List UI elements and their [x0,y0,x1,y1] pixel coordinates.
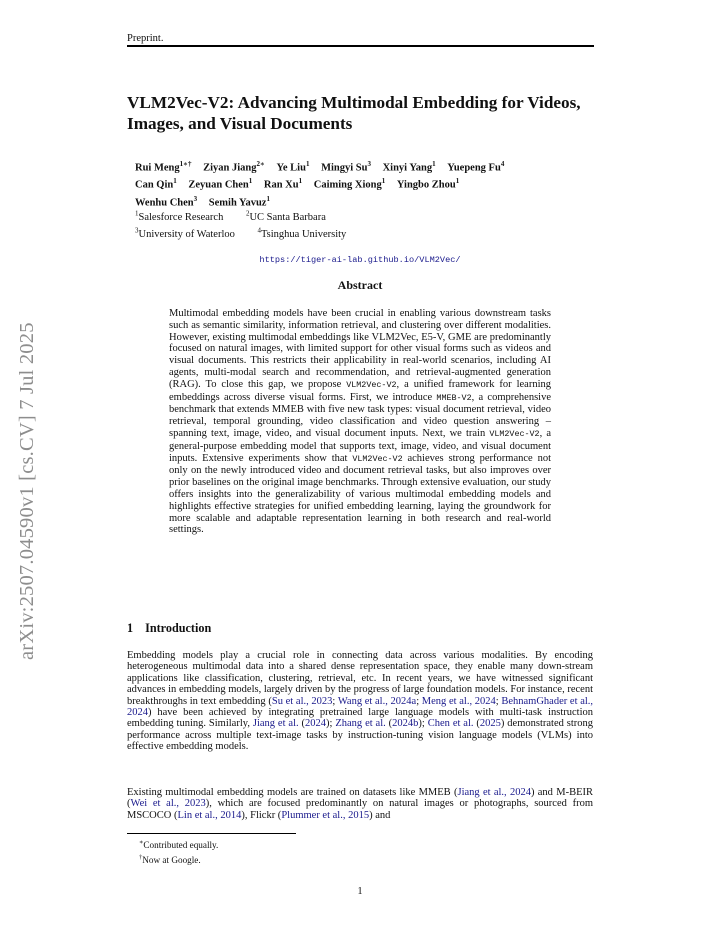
footnote: †Now at Google. [139,853,201,865]
author: Ran Xu$^1$ [263,177,303,191]
citation-link[interactable]: 2024 [305,718,327,730]
author: Rui Meng$^{1∗\dagger}$ [135,160,192,174]
citation-link[interactable]: Wei et al., 2023 [130,798,206,810]
author-list [135,158,605,210]
author: Ye Liu$^1$ [276,160,310,174]
intro-paragraph-2: Existing multimodal embedding models are trained on datasets like MMEB (Jiang et al., 2024) and M-BEIR (Wei et al., 2023), which are focused predominantly on natural images or photographs, sourced from MSCOCO (Lin et al., 2014), Flickr (Plummer et al., 2015) and [127,787,593,821]
author: Ziyan Jiang$^{2∗}$ [203,160,265,174]
citation-link[interactable]: Zhang et al. [335,718,386,730]
citation-link[interactable]: 2024b [392,718,419,730]
citation-link[interactable]: 2025 [479,718,501,730]
paper-title: VLM2Vec-V2: Advancing Multimodal Embedding for Videos, Images, and Visual Documents [127,93,581,133]
author: Semih Yavuz$^1$ [208,194,270,209]
abstract-text: Multimodal embedding models have been crucial in enabling various downstream tasks such as semantic similarity, information retrieval, and clustering over different modalities. However, existing multimodal embeddings like VLM2Vec, E5-V, GME are predominantly focused on natural images, with limited support for other visual forms such as videos and visual documents. This restricts their applicability in real-world scenarios, including AI agents, multi-modal search and recommendation, and retrieval-augmented generation (RAG). To close this gap, we propose VLM2Vec-V2, a unified framework for learning embeddings across diverse visual forms. First, we introduce MMEB-V2, a comprehensive benchmark that extends MMEB with five new task types: visual document retrieval, video retrieval, temporal grounding, video classification and video question answering – spanning text, image, video, and visual document inputs. Next, we train VLM2Vec-V2, a general-purpose embedding model that supports text, image, video, and visual document inputs. Extensive experiments show that VLM2Vec-V2 achieves strong performance not only on the newly introduced video and document retrieval tasks, but also improves over prior baselines on the original image benchmarks. Through extensive evaluation, our study offers insights into the generalizability of various multimodal embedding models and highlights effective strategies for unified embedding learning, laying the groundwork for more scalable and adaptable representation learning in both research and real-world settings. [169,308,552,536]
citation-link[interactable]: Wang et al., 2024a [337,695,417,707]
citation-link[interactable]: Plummer et al., 2015 [281,809,370,821]
citation-link[interactable]: Jiang et al., 2024 [457,787,531,798]
citation-link[interactable]: Chen et al. [427,718,474,730]
section-heading-introduction: 1 Introduction [127,621,212,635]
running-header: Preprint. [127,33,164,44]
benchmark-name-code: MMEB-V2 [436,392,472,403]
model-name-code: VLM2Vec-V2 [489,428,540,439]
citation-link[interactable]: Jiang et al. [252,718,299,730]
citation-link[interactable]: BehnamGhader et al., 2024 [127,695,594,719]
author: Yuepeng Fu$^4$ [447,160,505,174]
citation-link[interactable]: Meng et al., 2024 [421,695,496,707]
author: Caiming Xiong$^1$ [313,177,386,191]
page-number: 1 [357,886,363,897]
author: Can Qin$^1$ [135,177,177,191]
abstract-heading: Abstract [337,278,383,292]
project-url-link[interactable]: https://tiger-ai-lab.github.io/VLM2Vec/ [259,255,461,265]
author: Wenhu Chen$^3$ [135,194,198,209]
affiliation: $^3$University of Waterloo [135,226,235,240]
header-rule [127,45,594,47]
author: Yingbo Zhou$^1$ [396,177,460,191]
footnotes [139,837,218,866]
affiliations [135,207,605,241]
affiliation: $^4$Tsinghua University [257,226,347,240]
intro-paragraph-1: Embedding models play a crucial role in connecting data across various modalities. By encoding heterogeneous multimodal data into a shared dense representation space, they enable many down-stream applications like classification, clustering, retrieval, etc. In recent years, we have witnessed significant advances in embedding models, largely driven by the progress of large foundation models. For instance, recent breakthroughs in text embedding (Su et al., 2023; Wang et al., 2024a; Meng et al., 2024; BehnamGhader et al., 2024) have been achieved by integrating pretrained large language models with multi-task instruction embedding tuning. Similarly, Jiang et al. (2024); Zhang et al. (2024b); Chen et al. (2025) demonstrated strong performance across multiple text-image tasks by instruction-tuning vision language models (VLMs) into effective embedding models. [127,650,594,753]
footnote: ∗Contributed equally. [139,839,219,851]
arxiv-identifier: arXiv:2507.04590v1 [cs.CV] 7 Jul 2025 [16,322,38,660]
citation-link[interactable]: Su et al., 2023 [271,695,333,707]
affiliation: $^2$UC Santa Barbara [245,209,326,223]
author: Mingyi Su$^3$ [321,160,371,174]
model-name-code: VLM2Vec-V2 [352,453,403,464]
model-name-code: VLM2Vec-V2 [346,379,397,390]
author: Zeyuan Chen$^1$ [188,177,253,191]
affiliation: $^1$Salesforce Research [135,209,224,223]
author: Xinyi Yang$^1$ [382,160,436,174]
footnote-rule [127,833,296,834]
citation-link[interactable]: Lin et al., 2014 [177,809,242,821]
